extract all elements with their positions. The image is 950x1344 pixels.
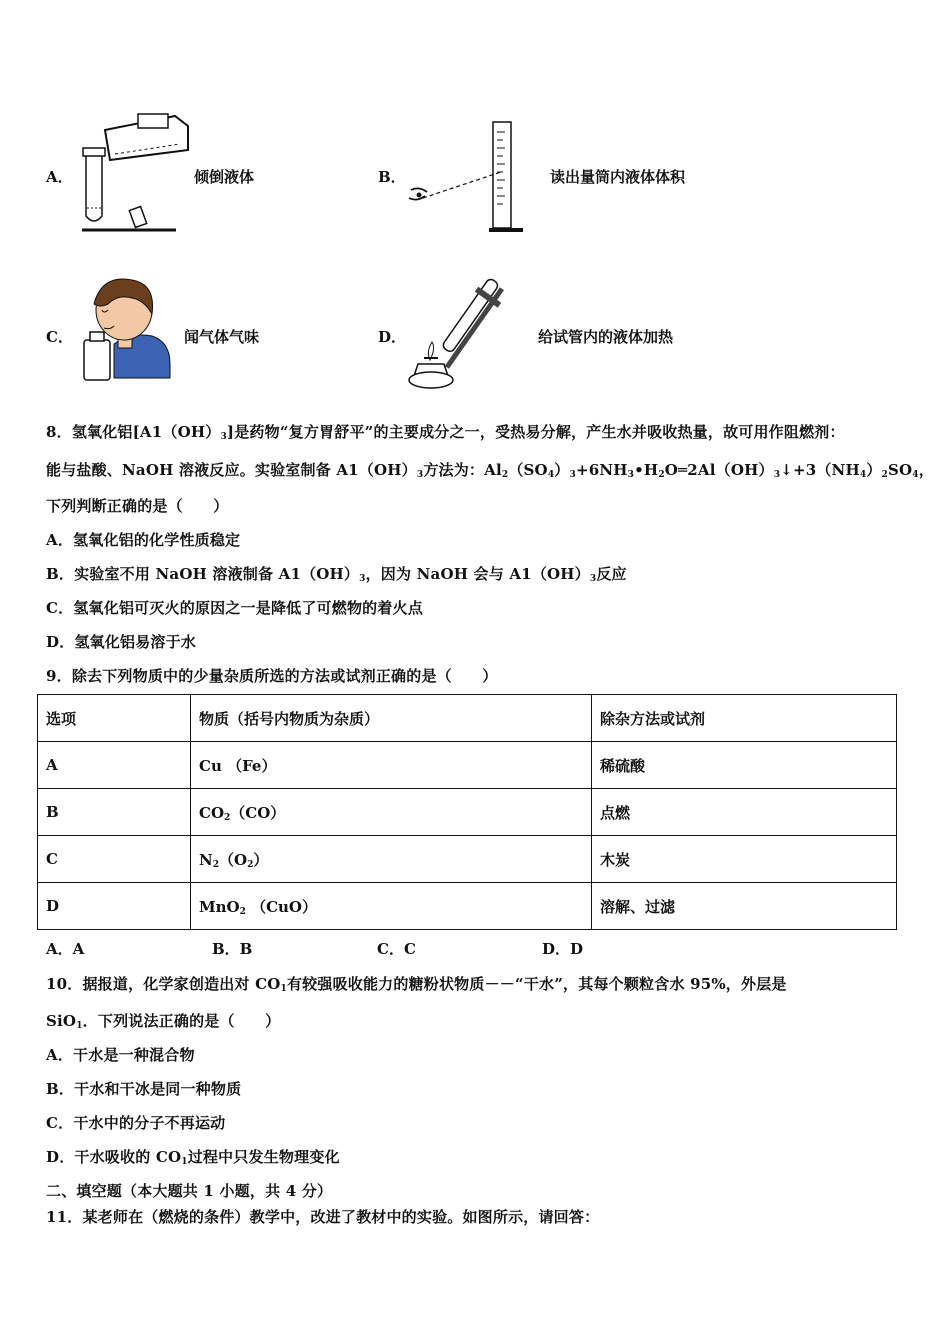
header-cell: 除杂方法或试剂 [592,695,897,742]
q9-table [37,694,897,930]
q8-option-a: A．氢氧化铝的化学性质稳定 [46,531,241,549]
q8-stem-line1: 8．氢氧化铝$[A1(OH)_3]$是药物“复方胃舒平”的主要成分之一，受热易分解，产生水并吸收热量，故可用作阻燃剂： [46,423,845,442]
option-cell: B [38,789,191,836]
substance-cell: $CO_2(CO)$ [191,789,592,836]
q8-stem-line3: 下列判断正确的是（ ） [46,497,229,515]
q9-answer-c: C．C [377,940,416,958]
option-a-caption: 倾倒液体 [194,168,255,186]
heating-test-tube-illustration [404,278,532,390]
pouring-liquid-illustration [80,108,190,236]
q10-option-b: B．干水和干冰是同一种物质 [46,1080,242,1098]
table-row [38,883,897,930]
method-cell: 点燃 [592,789,897,836]
option-cell: D [38,883,191,930]
graduated-cylinder-illustration [405,118,535,238]
option-b-label: B． [378,168,406,186]
q10-option-a: A．干水是一种混合物 [46,1046,195,1064]
q11-stem: 11．某老师在（燃烧的条件）教学中，改进了教材中的实验。如图所示，请回答： [46,1208,600,1226]
q8-option-b: B．实验室不用 NaOH 溶液制备 $A1(OH)_3$，因为 NaOH 会与 $A1(OH)_3$反应 [46,565,627,584]
option-cell: A [38,742,191,789]
option-d-caption: 给试管内的液体加热 [538,328,674,346]
q10-option-d: D．干水吸收的 $CO_1$过程中只发生物理变化 [46,1148,340,1167]
q8-option-c: C．氢氧化铝可灭火的原因之一是降低了可燃物的着火点 [46,599,423,617]
q8-option-d: D．氢氧化铝易溶于水 [46,633,197,651]
q8-stem-line2: 能与盐酸、NaOH 溶液反应。实验室制备 $A1(OH)_3$方法为：$Al_2(SO_4)_3+6NH_3•H_2O═2Al(OH)_3↓+3(NH_4)_2SO_4$， [46,461,934,480]
option-c-caption: 闻气体气味 [184,328,260,346]
q10-stem-line1: 10．据报道，化学家创造出对 $CO_1$有较强吸收能力的糖粉状物质－－“干水”，其每个颗粒含水 95%，外层是 [46,975,787,994]
method-cell: 溶解、过滤 [592,883,897,930]
header-cell: 选项 [38,695,191,742]
option-c-label: C． [46,328,73,346]
table-header-row [38,695,897,742]
substance-cell: $N_2(O_2)$ [191,836,592,883]
option-b-caption: 读出量筒内液体体积 [550,168,686,186]
header-cell: 物质（括号内物质为杂质） [191,695,592,742]
table-row [38,742,897,789]
table-row [38,789,897,836]
option-d-label: D． [378,328,407,346]
q10-stem-line2: SiO$_1$．下列说法正确的是（ ） [46,1012,281,1031]
method-cell: 木炭 [592,836,897,883]
q9-answer-a: A．A [46,940,85,958]
q9-stem: 9．除去下列物质中的少量杂质所选的方法或试剂正确的是（ ） [46,667,498,685]
q9-answer-b: B．B [212,940,253,958]
option-cell: C [38,836,191,883]
table-row [38,836,897,883]
substance-cell: Cu （Fe） [191,742,592,789]
method-cell: 稀硫酸 [592,742,897,789]
option-a-label: A． [46,168,73,186]
substance-cell: MnO$_2$ （CuO） [191,883,592,930]
q9-answer-d: D．D [542,940,584,958]
smelling-gas-illustration [82,274,174,384]
section-heading: 二、填空题（本大题共 1 小题，共 4 分） [46,1182,333,1200]
q10-option-c: C．干水中的分子不再运动 [46,1114,226,1132]
